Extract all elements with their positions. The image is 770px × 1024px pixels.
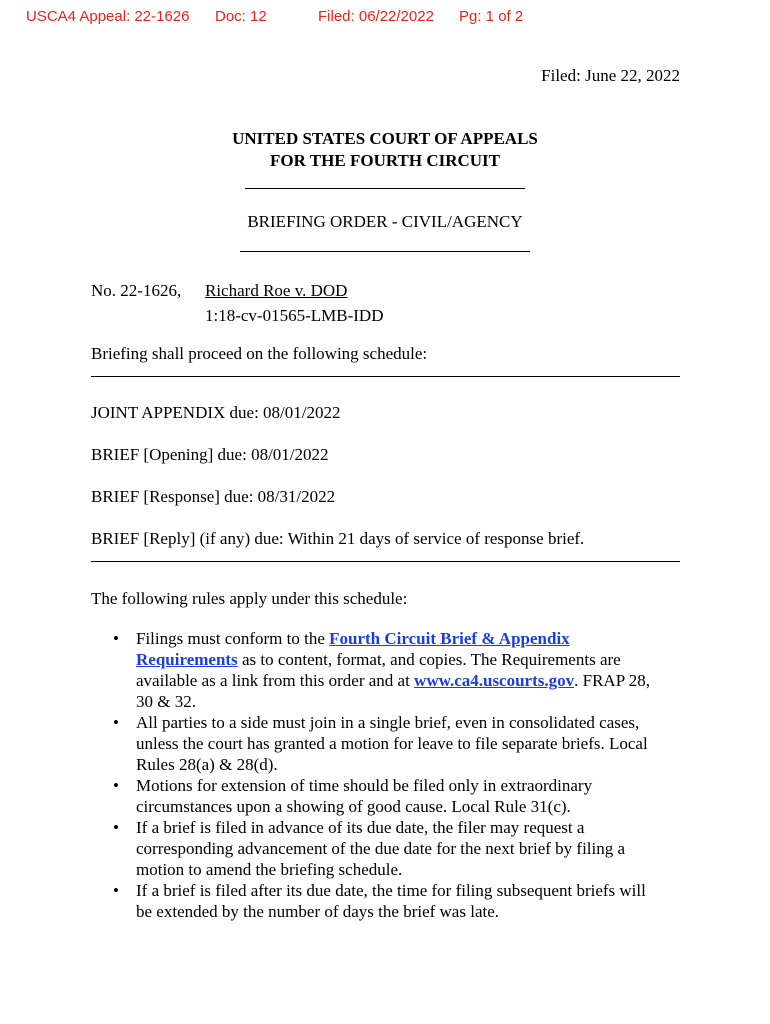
schedule-divider-top bbox=[91, 376, 680, 377]
bullet: • bbox=[113, 776, 119, 795]
filing-stamp-header bbox=[0, 8, 770, 28]
filed-stamp: Filed: 06/22/2022 bbox=[318, 8, 434, 25]
ca4-website-link[interactable]: www.ca4.uscourts.gov bbox=[414, 671, 575, 690]
schedule-divider-bottom bbox=[91, 561, 680, 562]
rules-intro: The following rules apply under this schedule: bbox=[91, 589, 408, 608]
rule-text: 30 & 32. bbox=[136, 692, 196, 711]
list-item bbox=[91, 817, 681, 880]
rule-text: If a brief is filed in advance of its due date, the filer may request a bbox=[136, 818, 585, 837]
rule-text: Filings must conform to the bbox=[136, 629, 330, 648]
court-title bbox=[0, 128, 770, 172]
opening-brief-deadline: BRIEF [Opening] due: 08/01/2022 bbox=[91, 445, 329, 464]
rule-text: . FRAP 28, bbox=[574, 671, 651, 690]
link-text: Fourth Circuit Brief & Appendix bbox=[329, 629, 570, 648]
rule-text: motion to amend the briefing schedule. bbox=[136, 860, 403, 879]
bullet: • bbox=[113, 713, 119, 732]
page-count: Pg: 1 of 2 bbox=[459, 8, 524, 25]
case-name: Richard Roe v. DOD bbox=[205, 281, 348, 300]
divider bbox=[240, 251, 530, 252]
rule-text: Motions for extension of time should be filed only in extraordinary bbox=[136, 776, 593, 795]
list-item bbox=[91, 775, 681, 817]
list-item bbox=[91, 712, 681, 775]
order-title: BRIEFING ORDER - CIVIL/AGENCY bbox=[247, 212, 523, 231]
rule-text: corresponding advancement of the due date for the next brief by filing a bbox=[136, 839, 626, 858]
rule-text: be extended by the number of days the brief was late. bbox=[136, 902, 500, 921]
rules-list bbox=[91, 628, 681, 922]
document-number: Doc: 12 bbox=[215, 8, 267, 25]
link-text: Requirements bbox=[136, 650, 238, 669]
rule-text: Rules 28(a) & 28(d). bbox=[136, 755, 278, 774]
reply-brief-deadline: BRIEF [Reply] (if any) due: Within 21 days of service of response brief. bbox=[91, 529, 585, 548]
court-title-line1: UNITED STATES COURT OF APPEALS bbox=[232, 129, 538, 148]
bullet: • bbox=[113, 881, 119, 900]
court-title-line2: FOR THE FOURTH CIRCUIT bbox=[269, 151, 501, 170]
case-number: No. 22-1626, bbox=[91, 281, 182, 300]
bullet: • bbox=[113, 818, 119, 837]
rule-text: All parties to a side must join in a single brief, even in consolidated cases, bbox=[136, 713, 640, 732]
rule-text: circumstances upon a showing of good cause. Local Rule 31(c). bbox=[136, 797, 571, 816]
joint-appendix-deadline: JOINT APPENDIX due: 08/01/2022 bbox=[91, 403, 341, 422]
list-item bbox=[91, 880, 681, 922]
list-item bbox=[91, 628, 681, 712]
divider bbox=[245, 188, 525, 189]
filed-date: Filed: June 22, 2022 bbox=[541, 66, 680, 85]
schedule-intro: Briefing shall proceed on the following schedule: bbox=[91, 344, 428, 363]
response-brief-deadline: BRIEF [Response] due: 08/31/2022 bbox=[91, 487, 336, 506]
bullet: • bbox=[113, 629, 119, 648]
rule-text: If a brief is filed after its due date, the time for filing subsequent briefs will bbox=[136, 881, 646, 900]
rule-text: unless the court has granted a motion for leave to file separate briefs. Local bbox=[136, 734, 648, 753]
rule-text: as to content, format, and copies. The Requirements are bbox=[237, 650, 621, 669]
district-docket: 1:18-cv-01565-LMB-IDD bbox=[205, 306, 384, 325]
appeal-number: USCA4 Appeal: 22-1626 bbox=[26, 8, 190, 25]
rule-text: available as a link from this order and at bbox=[136, 671, 415, 690]
